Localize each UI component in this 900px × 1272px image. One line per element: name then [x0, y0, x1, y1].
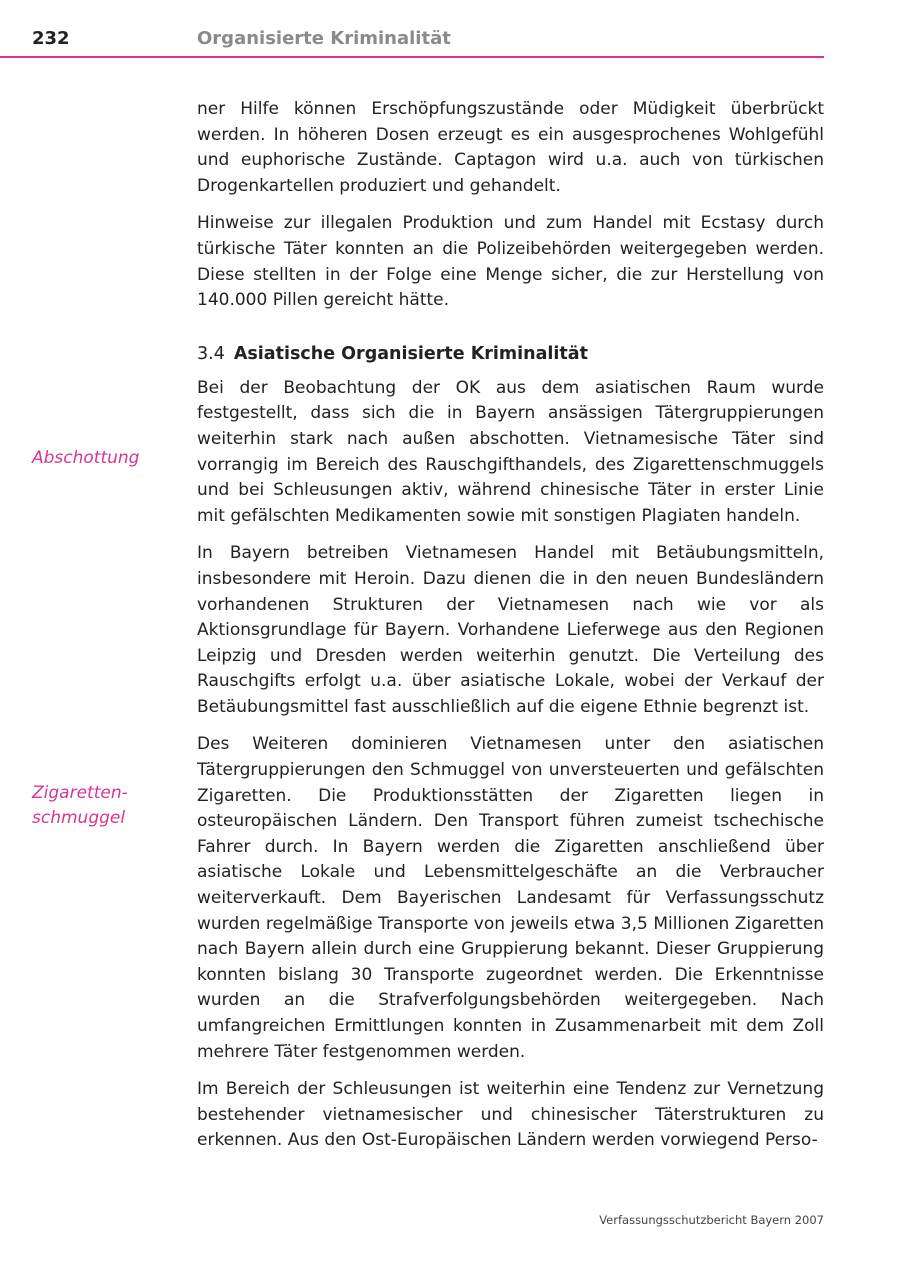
paragraph: In Bayern betreiben Vietnamesen Handel mit Betäubungsmitteln, insbesondere mit Heroin. Dazu dienen die in den neuen Bundesländern vorhandenen Strukturen der Vietnamesen nach wie vor als Aktionsgrundlage für Bayern. Vorhandene Lieferwege aus den Regionen Leipzig und Dresden werden weiterhin genutzt. Die Verteilung des Rauschgifts erfolgt u.a. über asiatische Lokale, wobei der Verkauf der Betäubungsmittel fast ausschließlich auf die eigene Ethnie begrenzt ist.: [197, 543, 824, 717]
paragraph: Im Bereich der Schleusungen ist weiterhin eine Tendenz zur Vernetzung bestehender vietnamesischer und chinesischer Täterstrukturen zu erkennen. Aus den Ost-Europäischen Ländern werden vorwiegend Perso-: [197, 1079, 824, 1151]
running-title: Organisierte Kriminalität: [197, 28, 451, 49]
paragraph: Des Weiteren dominieren Vietnamesen unter den asiatischen Tätergruppierungen den Schmuggel von unversteuerten und gefälschten Zigaretten. Die Produktionsstätten der Zigaretten liegen in osteuropäischen Ländern. Den Transport führen zumeist tschechische Fahrer durch. In Bayern werden die Zigaretten anschließend über asiatische Lokale und Lebensmittelgeschäfte an die Verbraucher weiterverkauft. Dem Bayerischen Landesamt für Verfassungsschutz wurden regelmäßige Transporte von jeweils etwa 3,5 Millionen Zigaretten nach Bayern allein durch eine Gruppierung bekannt. Dieser Gruppierung konnten bislang 30 Transporte zugeordnet werden. Die Erkenntnisse wurden an die Strafverfolgungsbehörden weitergegeben. Nach umfangreichen Ermittlungen konnten in Zusammenarbeit mit dem Zoll mehrere Täter festgenommen werden.: [197, 734, 824, 1062]
section-number: 3.4: [197, 343, 225, 364]
paragraph: Bei der Beobachtung der OK aus dem asiatischen Raum wurde festgestellt, dass sich die in Bayern ansässigen Tätergruppierungen weiterhin stark nach außen abschotten. Vietnamesische Täter sind vorrangig im Bereich des Rauschgifthandels, des Zigarettenschmuggels und bei Schleusungen aktiv, während chinesische Täter in erster Linie mit gefälschten Medikamenten sowie mit sonstigen Plagiaten handeln.: [197, 377, 824, 526]
main-text-column: [197, 97, 824, 1166]
page-footer: Verfassungsschutzbericht Bayern 2007: [599, 1213, 824, 1227]
margin-note-abschottung: Abschottung: [32, 448, 140, 468]
section-title: Asiatische Organisierte Kriminalität: [233, 343, 588, 364]
margin-note-zigarettenschmuggel: Zigaretten- schmuggel: [32, 783, 128, 828]
section-heading: [197, 342, 824, 366]
page-number: 232: [32, 28, 70, 49]
page-header: [0, 0, 824, 58]
paragraph: ner Hilfe können Erschöpfungszustände oder Müdigkeit überbrückt werden. In höheren Dosen erzeugt es ein ausgesprochenes Wohlgefühl und euphorische Zustände. Captagon wird u.a. auch von türkischen Drogenkartellen produziert und gehandelt.: [197, 99, 824, 196]
paragraph: Hinweise zur illegalen Produktion und zum Handel mit Ecstasy durch türkische Täter konnten an die Polizeibehörden weitergegeben werden. Diese stellten in der Folge eine Menge sicher, die zur Herstellung von 140.000 Pillen gereicht hätte.: [197, 213, 824, 311]
